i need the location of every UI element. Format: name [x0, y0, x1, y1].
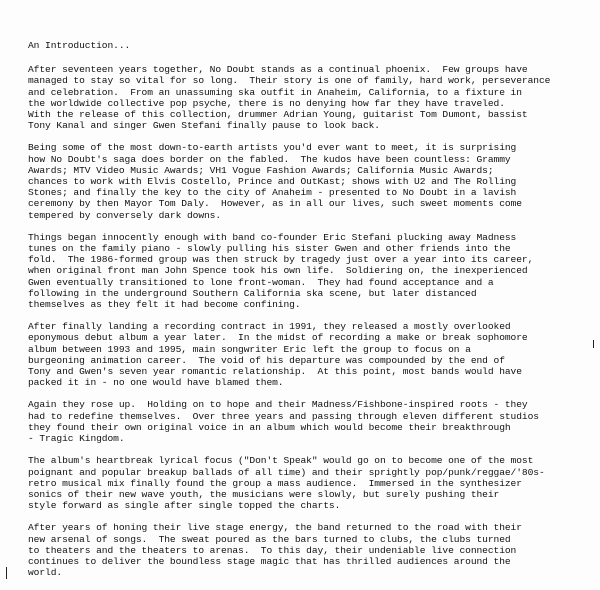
- paragraph-record-contract: After finally landing a recording contract in 1991, they released a mostly overlooked eponymous debut album a year later. In the midst of recording a make or break sophomore album between 1993 and 1995, main songwriter Eric left the group to focus on a burgeoning animation career. The void of his departure was compounded by the end of Tony and Gwen's seven year romantic relationship. At this point, most bands would have packed it in - no one would have blamed them.: [28, 321, 528, 389]
- paragraph-accolades: Being some of the most down-to-earth artists you'd ever want to meet, it is surprising how No Doubt's saga does border on the fabled. The kudos have been countless: Grammy Awards; MTV Video Music Awards; VH1 Vogue Fashion Awards; California Music Awards; chances to work with Elvis Costello, Prince and OutKast; shows with U2 and The Rolling Stones; and finally the key to the city of Anaheim - presented to No Doubt in a lavish ceremony by then Mayor Tom Daly. However, as in all our lives, such sweet moments come tempered by conversely dark downs.: [28, 142, 522, 221]
- document-body: [28, 40, 590, 589]
- paragraph-intro: After seventeen years together, No Doubt stands as a continual phoenix. Few groups have managed to stay so vital for so long. Their story is one of family, hard work, perseverance and celebration. From an unassuming ska outfit in Anaheim, California, to a fixture in the worldwide collective pop psyche, there is no denying how far they have traveled. With the release of this collection, drummer Adrian Young, guitarist Tom Dumont, bassist Tony Kanal and singer Gwen Stefani finally pause to look back.: [28, 64, 551, 132]
- document-title: An Introduction...: [28, 40, 131, 51]
- scan-artifact-mark: [593, 340, 594, 348]
- paragraph-breakthrough: The album's heartbreak lyrical focus ("Don't Speak" would go on to become one of the most poignant and popular breakup ballads of all time) and their sprightly pop/punk/reggae/'80s- retro musical mix finally found the group a mass audience. Immersed in the synthesizer sonics of their new wave youth, the musicians were slowly, but surely pushing their style forward as single after single topped the charts.: [28, 455, 545, 512]
- paragraph-live-stage: After years of honing their live stage energy, the band returned to the road with their new arsenal of songs. The sweat poured as the bars turned to clubs, the clubs turned to theaters and the theaters to arenas. To this day, their undeniable live connection continues to deliver the boundless stage magic that has thrilled audiences around the world.: [28, 522, 522, 579]
- paragraph-origins: Things began innocently enough with band co-founder Eric Stefani plucking away Madness tunes on the family piano - slowly pulling his sister Gwen and other friends into the fold. The 1986-formed group was then struck by tragedy just over a year into its career, when original front man John Spence took his own life. Soldiering on, the inexperienced Gwen eventually transitioned to lone front-woman. They had found acceptance and a following in the underground Southern California ska scene, but later distanced themselves as they felt it had become confining.: [28, 231, 534, 311]
- scan-artifact-mark: [6, 567, 7, 579]
- paragraph-rebirth: Again they rose up. Holding on to hope and their Madness/Fishbone-inspired roots - they had to redefine themselves. Over three years and passing through eleven different studios they found their own original voice in an album which would become their breakthrough - Tragic Kingdom.: [28, 399, 539, 445]
